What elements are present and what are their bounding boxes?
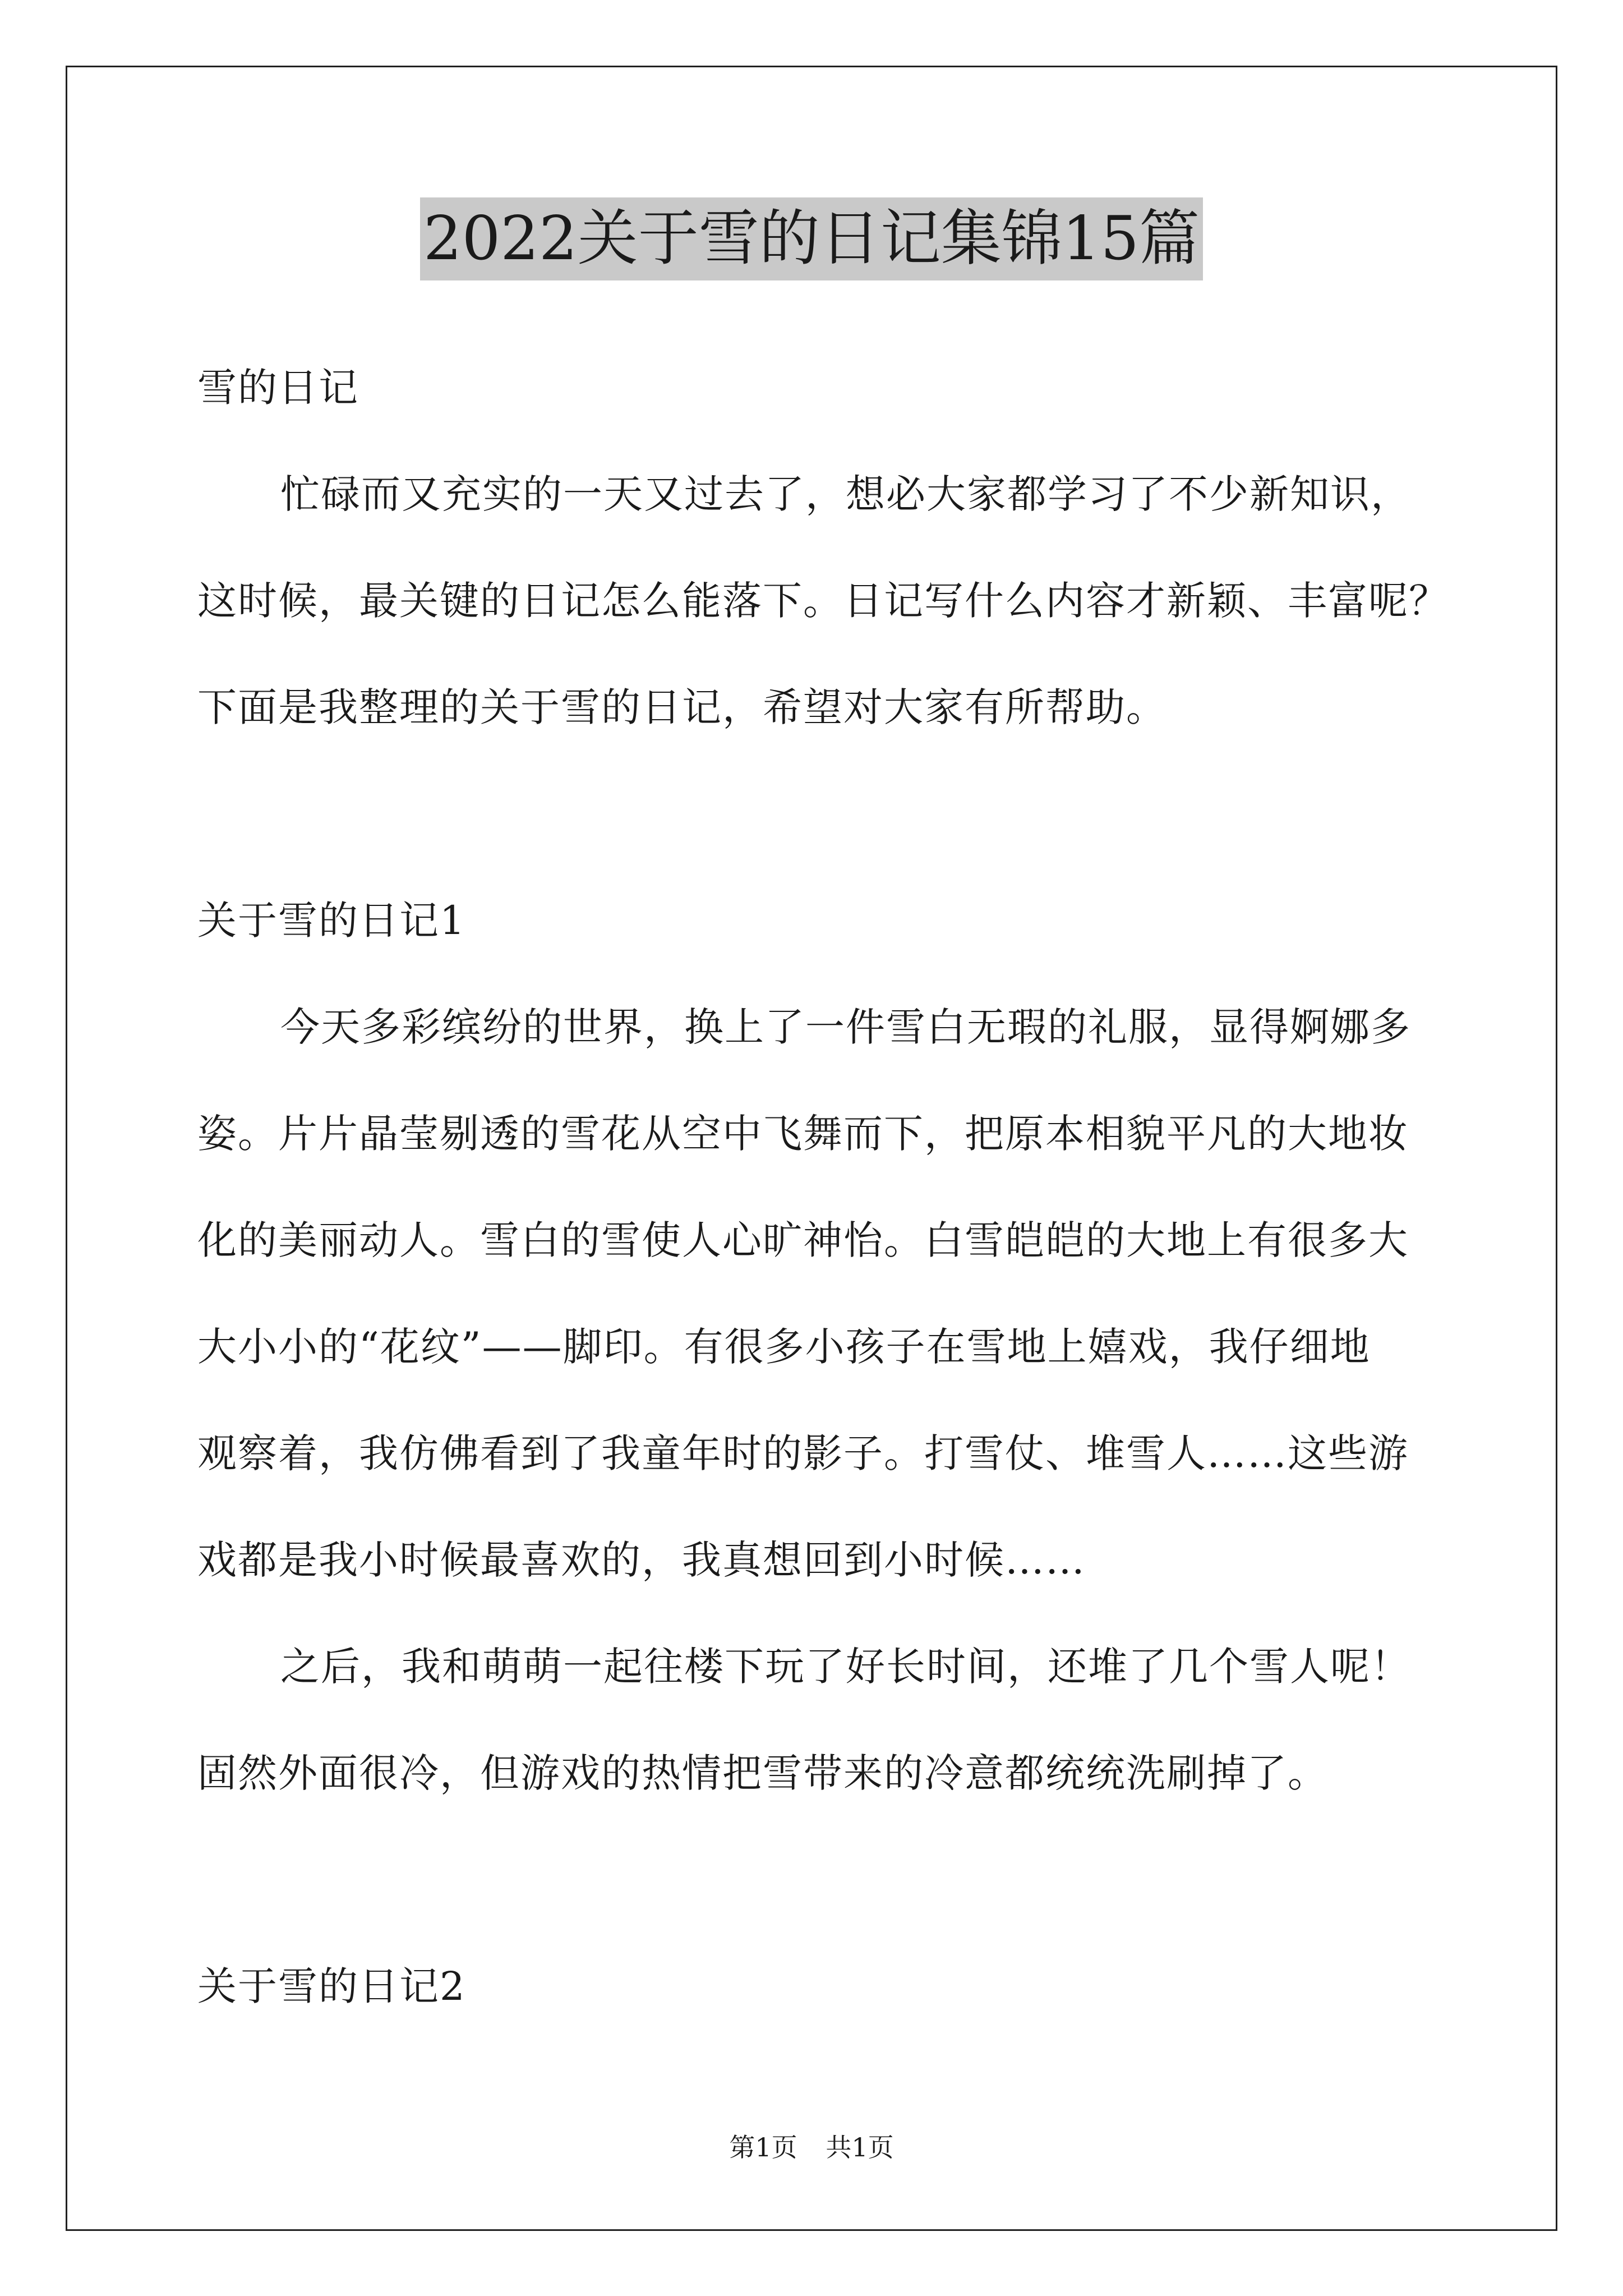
paragraph-line: 固然外面很冷，但游戏的热情把雪带来的冷意都统统洗刷掉了。 bbox=[197, 1750, 1328, 1796]
document-body bbox=[197, 334, 1482, 2040]
title-wrap bbox=[0, 197, 1623, 280]
paragraph-line: 观察着，我仿佛看到了我童年时的影子。打雪仗、堆雪人……这些游 bbox=[197, 1430, 1409, 1476]
paragraph-line: 戏都是我小时候最喜欢的，我真想回到小时候…… bbox=[197, 1537, 1086, 1583]
section-gap bbox=[197, 761, 1482, 867]
page-number-current: 第1页 bbox=[729, 2132, 797, 2162]
paragraph-line: 下面是我整理的关于雪的日记，希望对大家有所帮助。 bbox=[197, 684, 1166, 730]
paragraph-line: 忙碌而又充实的一天又过去了，想必大家都学习了不少新知识， bbox=[280, 471, 1411, 517]
section-heading: 关于雪的日记1 bbox=[197, 898, 466, 944]
paragraph-line: 这时候，最关键的日记怎么能落下。日记写什么内容才新颖、丰富呢？ bbox=[197, 578, 1449, 624]
page-number-total: 共1页 bbox=[826, 2132, 894, 2162]
paragraph-line: 今天多彩缤纷的世界，换上了一件雪白无瑕的礼服，显得婀娜多 bbox=[280, 1004, 1411, 1050]
section-heading: 雪的日记 bbox=[197, 365, 359, 411]
page-footer bbox=[0, 2131, 1623, 2164]
document-title: 2022关于雪的日记集锦15篇 bbox=[420, 197, 1203, 280]
paragraph-line: 化的美丽动人。雪白的雪使人心旷神怡。白雪皑皑的大地上有很多大 bbox=[197, 1217, 1409, 1263]
section-gap bbox=[197, 1826, 1482, 1933]
paragraph-line: 大小小的“花纹”——脚印。有很多小孩子在雪地上嬉戏，我仔细地 bbox=[197, 1324, 1371, 1370]
paragraph-line: 之后，我和萌萌一起往楼下玩了好长时间，还堆了几个雪人呢！ bbox=[280, 1644, 1411, 1690]
section-heading: 关于雪的日记2 bbox=[197, 1963, 466, 2009]
paragraph-line: 姿。片片晶莹剔透的雪花从空中飞舞而下，把原本相貌平凡的大地妆 bbox=[197, 1111, 1409, 1157]
